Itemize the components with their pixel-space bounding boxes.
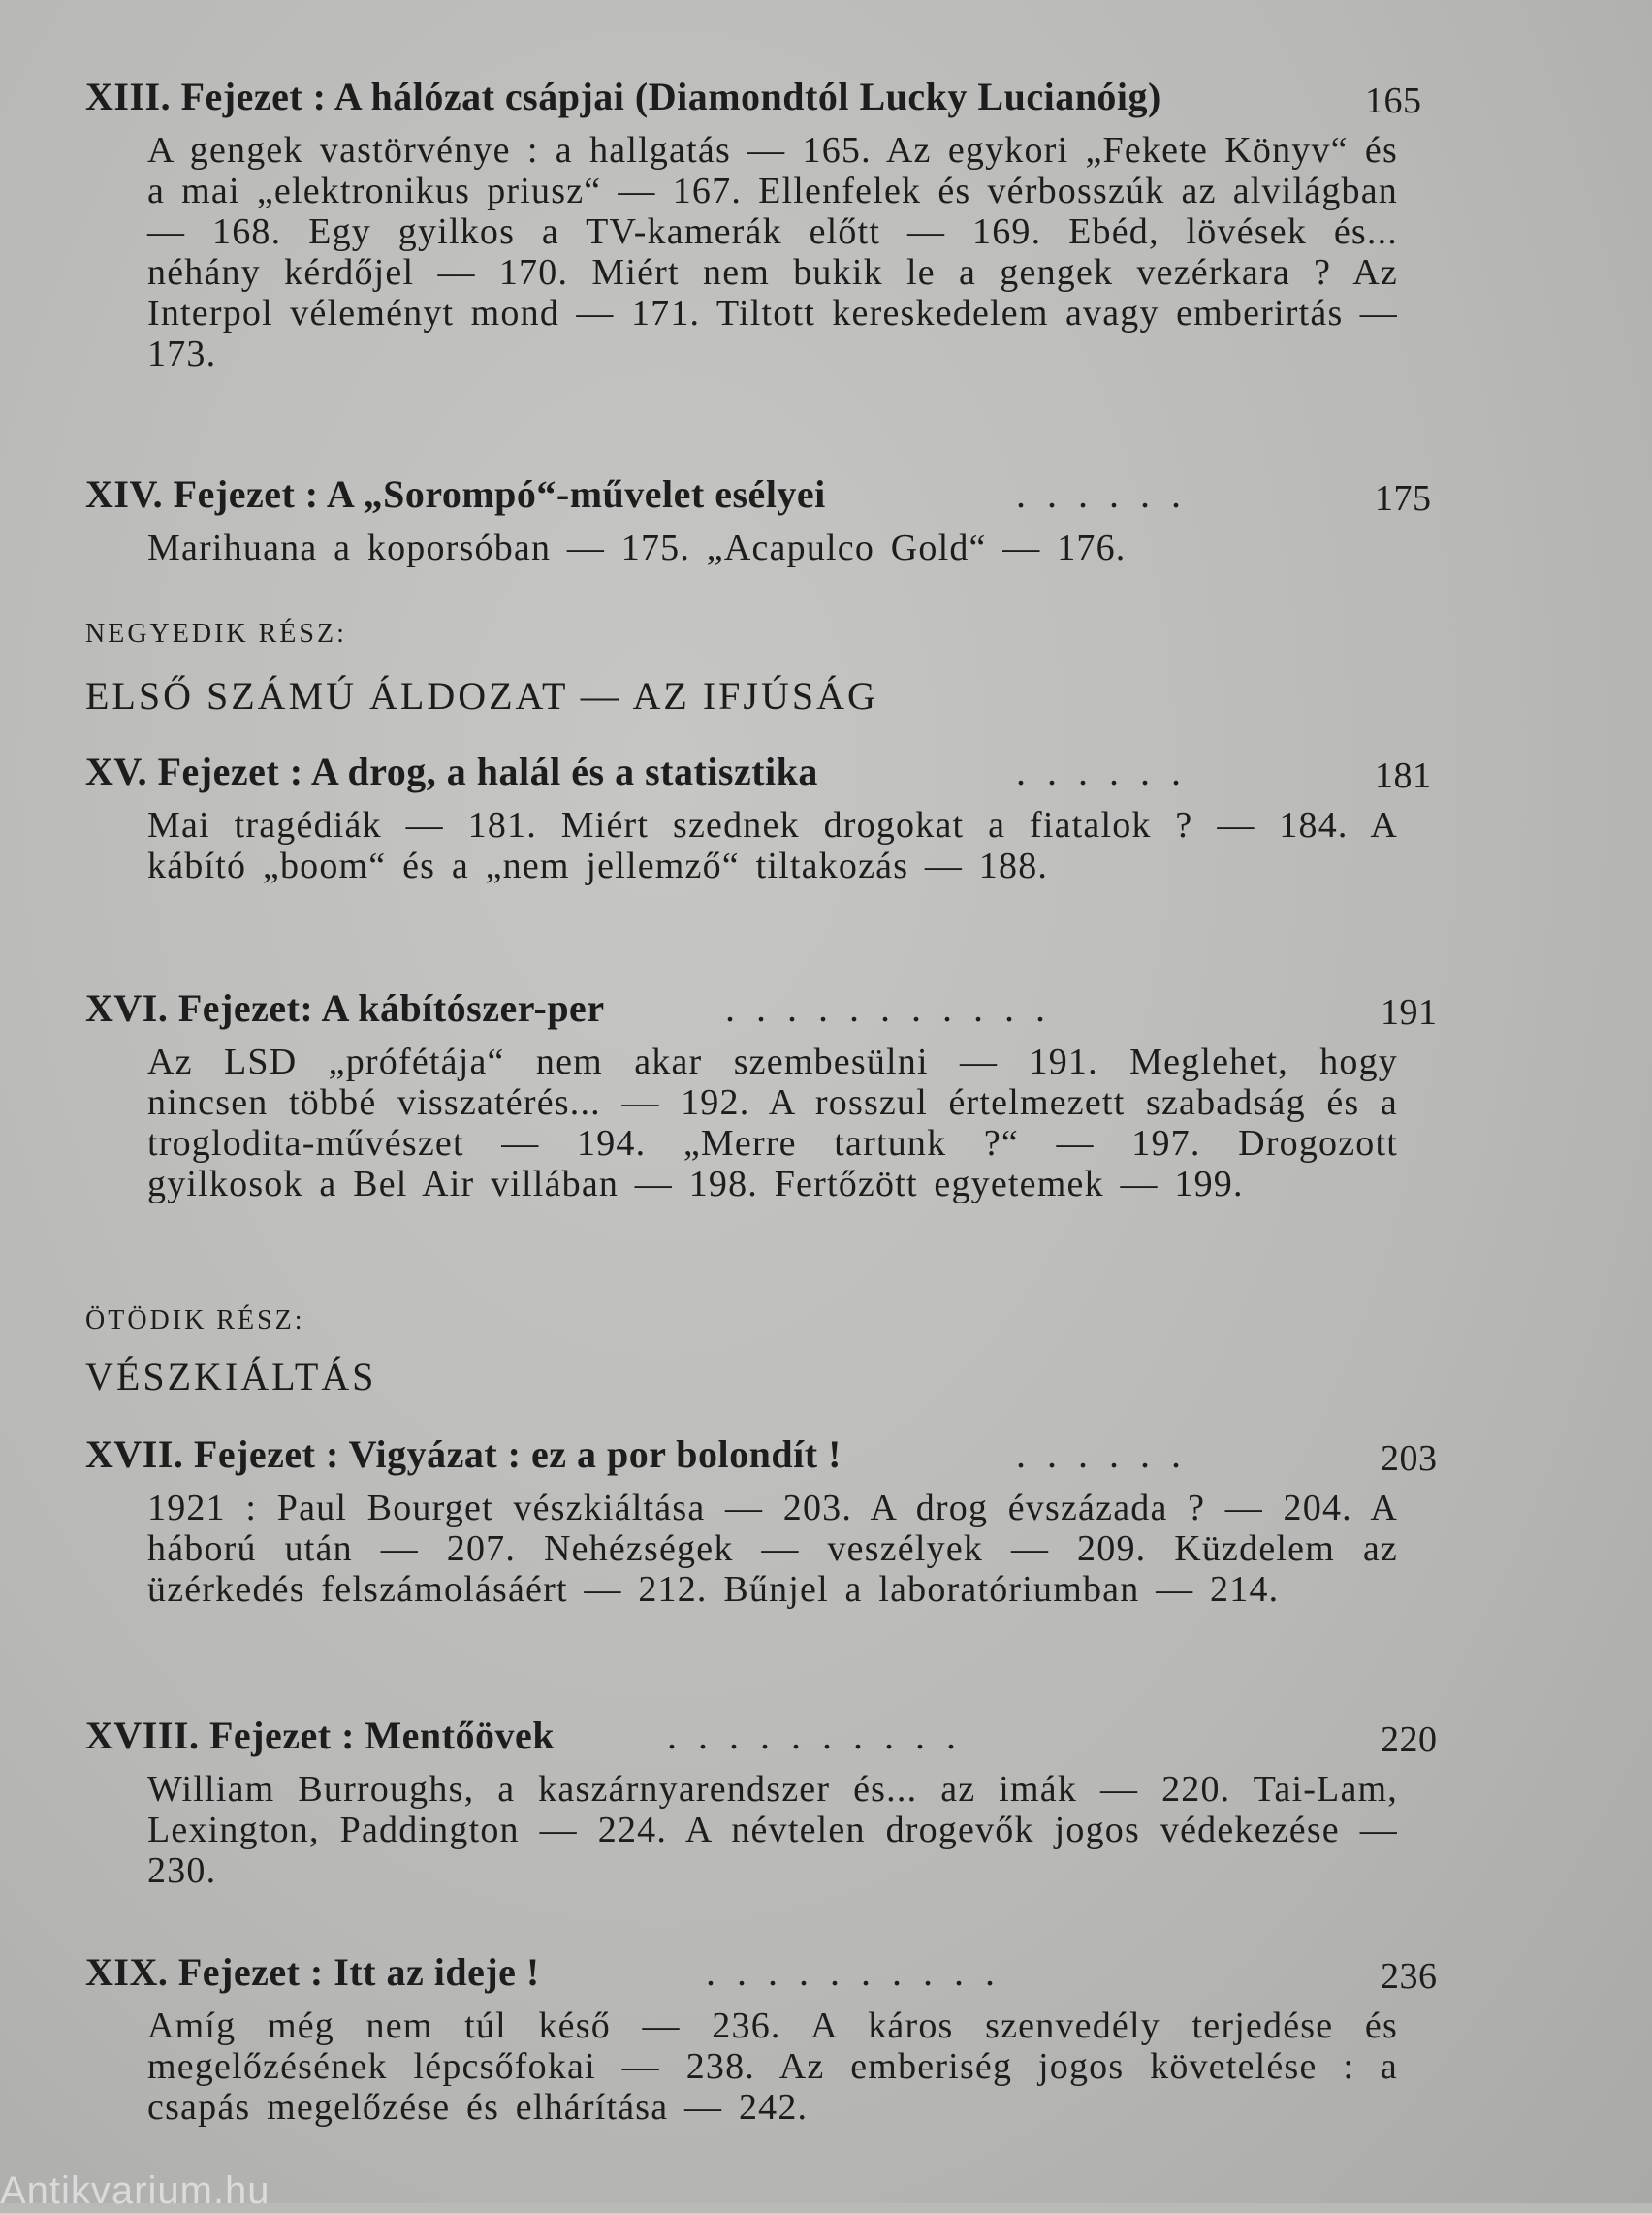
chapter-heading: XIV. Fejezet : A „Sorompó“-művelet esélyei [85,472,826,516]
leader-dots: ...... [1016,1432,1202,1476]
chapter-entry-xvii [85,1431,1443,1610]
chapter-heading: XIX. Fejezet : Itt az ideje ! [85,1950,540,1994]
chapter-heading: XVI. Fejezet: A kábítószer-per [85,986,605,1030]
chapter-entry-xv [85,749,1443,886]
chapter-summary: Marihuana a koporsóban — 175. „Acapulco Gold“ — 176. [147,528,1127,568]
chapter-entry-xix [85,1949,1443,2128]
chapter-summary: William Burroughs, a kaszárnyarendszer és... az imák — 220. Tai-Lam, Lexington, Paddington — 224. A névtelen drogevők jogos védekezése — 230. [147,1769,1398,1891]
chapter-entry-xiv [85,471,1443,568]
part-title: ELSŐ SZÁMÚ ÁLDOZAT — AZ IFJÚSÁG [85,674,878,718]
page-number: 191 [1381,992,1438,1033]
chapter-summary: Az LSD „prófétája“ nem akar szembesülni — 191. Meglehet, hogy nincsen többé visszatérés... — 192. A rosszul értelmezett szabadság és a troglodita-művészet — 194. „Merre tartunk ?“ — 197. Drogozott gyilkosok a Bel Air villában — 198. Fertőzött egyetemek — 199. [147,1042,1398,1204]
leader-dots: ...... [1016,472,1202,516]
leader-dots: ...... [1016,750,1202,793]
page-number: 175 [1375,478,1432,519]
page-number: 236 [1381,1956,1438,1997]
leader-dots: ........... [725,986,1066,1030]
chapter-heading: XIII. Fejezet : A hálózat csápjai (Diamondtól Lucky Lucianóig) [85,75,1161,118]
page-number: 181 [1375,755,1432,796]
page-number: 165 [1365,80,1422,121]
chapter-summary: A gengek vastörvénye : a hallgatás — 165. Az egykori „Fekete Könyv“ és a mai „elektronikus priusz“ — 167. Ellenfelek és vérbosszúk az alvilágban — 168. Egy gyilkos a TV-kamerák előtt — 169. Ebéd, lövések és... néhány kérdőjel — 170. Miért nem bukik le a gengek vezérkara ? Az Interpol véleményt mond — 171. Tiltott kereskedelem avagy emberirtás — 173. [147,130,1398,374]
part-label: ÖTÖDIK RÉSZ: [85,1305,305,1335]
part-title: VÉSZKIÁLTÁS [85,1355,377,1398]
chapter-entry-xiii [85,74,1443,374]
chapter-summary: Amíg még nem túl késő — 236. A káros szenvedély terjedése és megelőzésének lépcsőfokai — 238. Az emberiség jogos követelése : a csapás megelőzése és elhárítása — 242. [147,2005,1398,2128]
leader-dots: .......... [667,1714,977,1757]
chapter-summary: 1921 : Paul Bourget vészkiáltása — 203. A drog évszázada ? — 204. A háború után — 207. Nehézségek — veszélyek — 209. Küzdelem az üzérkedés felszámolásáért — 212. Bűnjel a laboratóriumban — 214. [147,1488,1398,1610]
part-label: NEGYEDIK RÉSZ: [85,619,347,649]
watermark: Antikvarium.hu [0,2169,270,2212]
chapter-heading: XV. Fejezet : A drog, a halál és a statisztika [85,750,818,793]
page-number: 220 [1381,1719,1438,1760]
leader-dots: .......... [706,1950,1016,1994]
chapter-summary: Mai tragédiák — 181. Miért szednek drogokat a fiatalok ? — 184. A kábító „boom“ és a „nem jellemző“ tiltakozás — 188. [147,805,1398,886]
chapter-entry-xviii [85,1713,1443,1891]
page-number: 203 [1381,1438,1438,1479]
chapter-heading: XVIII. Fejezet : Mentőövek [85,1714,555,1757]
chapter-entry-xvi [85,985,1443,1204]
chapter-heading: XVII. Fejezet : Vigyázat : ez a por bolondít ! [85,1432,842,1476]
